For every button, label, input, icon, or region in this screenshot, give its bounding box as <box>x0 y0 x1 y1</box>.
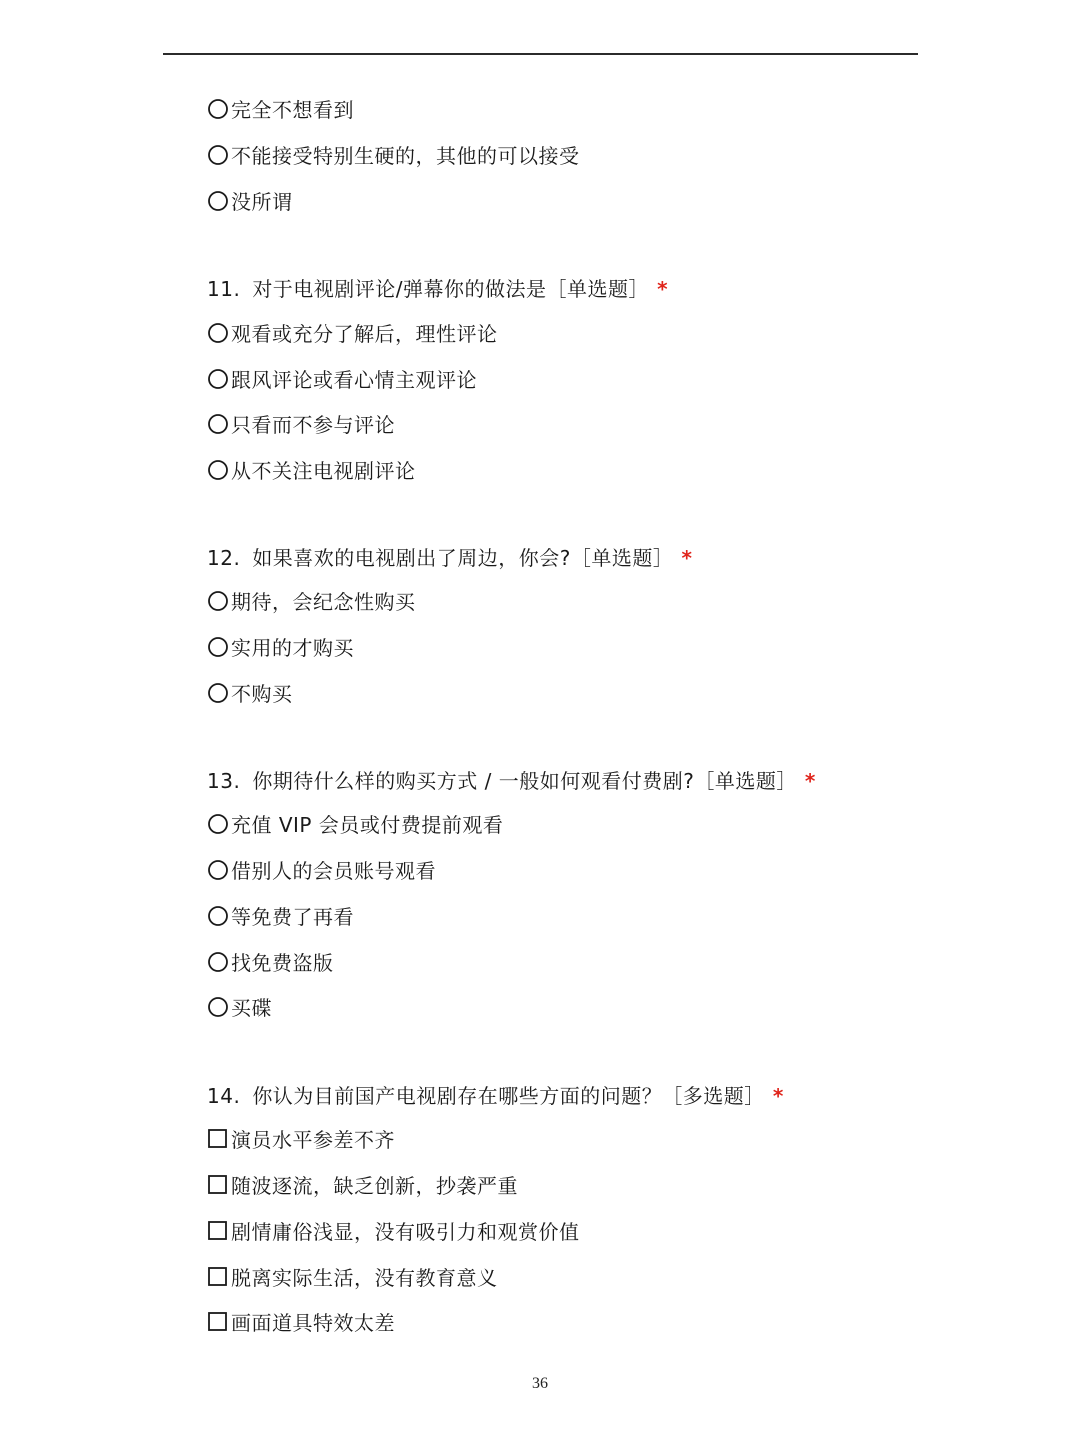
q14-option-4[interactable] <box>207 1264 498 1292</box>
question-number: 13. <box>207 769 241 793</box>
q13-option-5[interactable] <box>207 994 272 1022</box>
radio-circle-icon[interactable] <box>207 459 229 481</box>
option-label: 只看而不参与评论 <box>231 413 395 437</box>
q13-option-2[interactable] <box>207 857 436 885</box>
option-label: 不购买 <box>231 682 293 706</box>
q14-option-1[interactable] <box>207 1126 395 1154</box>
q10-option-2[interactable] <box>207 142 580 170</box>
q13-title <box>207 767 816 795</box>
page-number: 36 <box>532 1375 548 1392</box>
radio-circle-icon[interactable] <box>207 951 229 973</box>
option-label: 从不关注电视剧评论 <box>231 459 416 483</box>
required-star: * <box>804 769 816 793</box>
radio-circle-icon[interactable] <box>207 996 229 1018</box>
q12-option-2[interactable] <box>207 634 354 662</box>
required-star: * <box>681 546 693 570</box>
option-label: 期待，会纪念性购买 <box>231 590 416 614</box>
checkbox-square-icon[interactable] <box>207 1128 229 1150</box>
option-label: 完全不想看到 <box>231 98 354 122</box>
radio-circle-icon[interactable] <box>207 413 229 435</box>
radio-circle-icon[interactable] <box>207 859 229 881</box>
required-star: * <box>772 1084 784 1108</box>
radio-circle-icon[interactable] <box>207 144 229 166</box>
q13-option-3[interactable] <box>207 903 354 931</box>
radio-circle-icon[interactable] <box>207 190 229 212</box>
q11-option-3[interactable] <box>207 411 395 439</box>
option-label: 观看或充分了解后，理性评论 <box>231 322 498 346</box>
option-label: 充值 VIP 会员或付费提前观看 <box>231 813 504 837</box>
option-label: 没所谓 <box>231 190 293 214</box>
q14-option-2[interactable] <box>207 1172 518 1200</box>
option-label: 借别人的会员账号观看 <box>231 859 436 883</box>
question-number: 11. <box>207 277 241 301</box>
checkbox-square-icon[interactable] <box>207 1220 229 1242</box>
q12-title <box>207 544 692 572</box>
q14-option-5[interactable] <box>207 1309 395 1337</box>
option-label: 画面道具特效太差 <box>231 1311 395 1335</box>
option-label: 随波逐流，缺乏创新，抄袭严重 <box>231 1174 518 1198</box>
q13-option-1[interactable] <box>207 811 503 839</box>
q11-title <box>207 275 668 303</box>
q11-option-1[interactable] <box>207 320 498 348</box>
option-label: 脱离实际生活，没有教育意义 <box>231 1266 498 1290</box>
q13-option-4[interactable] <box>207 949 334 977</box>
radio-circle-icon[interactable] <box>207 590 229 612</box>
q11-option-2[interactable] <box>207 366 477 394</box>
checkbox-square-icon[interactable] <box>207 1266 229 1288</box>
option-label: 实用的才购买 <box>231 636 354 660</box>
option-label: 跟风评论或看心情主观评论 <box>231 368 477 392</box>
radio-circle-icon[interactable] <box>207 98 229 120</box>
question-number: 14. <box>207 1084 241 1108</box>
question-text: 你认为目前国产电视剧存在哪些方面的问题？［多选题］ <box>252 1084 765 1108</box>
radio-circle-icon[interactable] <box>207 813 229 835</box>
checkbox-square-icon[interactable] <box>207 1311 229 1333</box>
question-number: 12. <box>207 546 241 570</box>
option-label: 不能接受特别生硬的，其他的可以接受 <box>231 144 580 168</box>
q12-option-1[interactable] <box>207 588 416 616</box>
q10-option-3[interactable] <box>207 188 293 216</box>
radio-circle-icon[interactable] <box>207 368 229 390</box>
question-text: 对于电视剧评论/弹幕你的做法是［单选题］ <box>252 277 650 301</box>
option-label: 剧情庸俗浅显，没有吸引力和观赏价值 <box>231 1220 580 1244</box>
radio-circle-icon[interactable] <box>207 636 229 658</box>
radio-circle-icon[interactable] <box>207 905 229 927</box>
q10-option-1[interactable] <box>207 96 354 124</box>
required-star: * <box>657 277 669 301</box>
checkbox-square-icon[interactable] <box>207 1174 229 1196</box>
option-label: 演员水平参差不齐 <box>231 1128 395 1152</box>
option-label: 买碟 <box>231 996 272 1020</box>
q12-option-3[interactable] <box>207 680 293 708</box>
option-label: 找免费盗版 <box>231 951 334 975</box>
question-text: 你期待什么样的购买方式 / 一般如何观看付费剧?［单选题］ <box>252 769 797 793</box>
q14-title <box>207 1082 784 1110</box>
option-label: 等免费了再看 <box>231 905 354 929</box>
q14-option-3[interactable] <box>207 1218 580 1246</box>
header-rule <box>163 53 918 55</box>
radio-circle-icon[interactable] <box>207 682 229 704</box>
q11-option-4[interactable] <box>207 457 416 485</box>
radio-circle-icon[interactable] <box>207 322 229 344</box>
question-text: 如果喜欢的电视剧出了周边，你会?［单选题］ <box>252 546 674 570</box>
